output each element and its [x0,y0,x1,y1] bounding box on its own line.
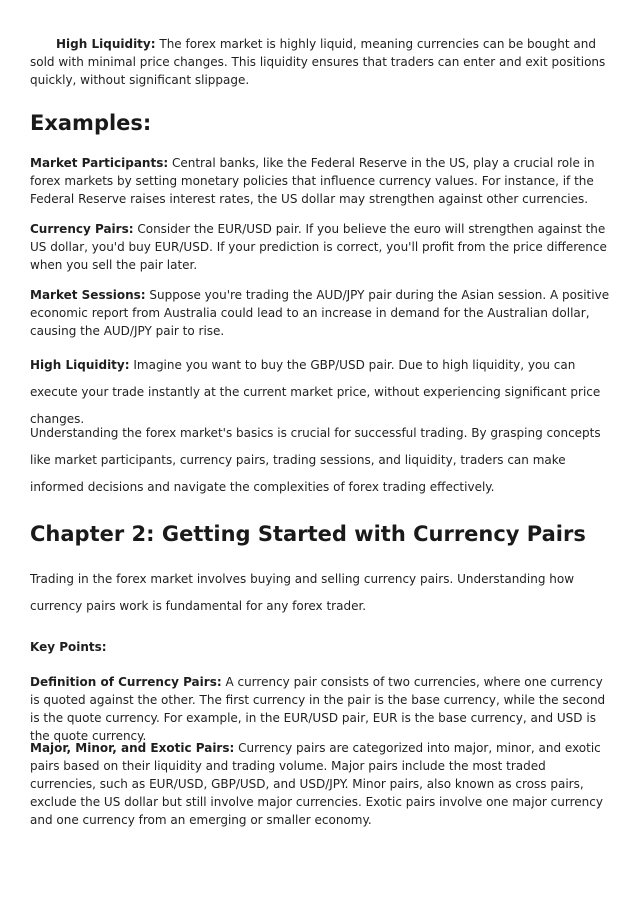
key-point-text: A currency pair consists of two currencies, where one currency is quoted against the other. The first currency in the pair is the base currency, while the second is the quote currency. For example, in the EUR/USD pair, EUR is the base currency, and USD is the quote currency. [30,675,606,743]
key-point-label: Major, Minor, and Exotic Pairs: [30,741,235,755]
example-paragraph-market-participants [30,154,610,208]
example-paragraph-market-sessions [30,286,610,340]
example-text: Central banks, like the Federal Reserve in the US, play a crucial role in forex markets by setting monetary policies that influence currency values. For instance, if the Federal Reserve raises interest rates, the US dollar may strengthen against other currencies. [30,156,595,206]
key-point-definition [30,673,610,745]
key-point-pair-types [30,739,610,829]
key-points-label: Key Points: [30,640,107,654]
example-label: High Liquidity: [30,358,130,372]
intro-paragraph [30,35,610,89]
example-label: Currency Pairs: [30,222,134,236]
key-point-label: Definition of Currency Pairs: [30,675,222,689]
intro-label: High Liquidity: [56,37,156,51]
summary-paragraph: Understanding the forex market's basics is crucial for successful trading. By grasping concepts like market participants, currency pairs, trading sessions, and liquidity, traders can make informed decisions and navigate the complexities of forex trading effectively. [30,426,601,494]
examples-heading: Examples: [30,111,152,135]
intro-text: The forex market is highly liquid, meaning currencies can be bought and sold with minimal price changes. This liquidity ensures that traders can enter and exit positions quickly, without significant slippage. [30,37,606,87]
example-text: Suppose you're trading the AUD/JPY pair during the Asian session. A positive economic report from Australia could lead to an increase in demand for the Australian dollar, causing the AUD/JPY pair to rise. [30,288,610,338]
key-point-text: Currency pairs are categorized into major, minor, and exotic pairs based on their liquidity and trading volume. Major pairs include the most traded currencies, such as EUR/USD, GBP/USD, and USD/JPY. Minor pairs, also known as cross pairs, exclude the US dollar but still involve major currencies. Exotic pairs involve one major currency and one currency from an emerging or smaller economy. [30,741,603,827]
chapter-intro-paragraph: Trading in the forex market involves buying and selling currency pairs. Understanding how currency pairs work is fundamental for any forex trader. [30,572,575,613]
chapter-heading: Chapter 2: Getting Started with Currency Pairs [30,522,586,546]
example-label: Market Participants: [30,156,169,170]
example-text: Imagine you want to buy the GBP/USD pair. Due to high liquidity, you can execute your trade instantly at the current market price, without experiencing significant price changes. [30,358,601,426]
example-label: Market Sessions: [30,288,146,302]
example-text: Consider the EUR/USD pair. If you believe the euro will strengthen against the US dollar, you'd buy EUR/USD. If your prediction is correct, you'll profit from the price difference when you sell the pair later. [30,222,607,272]
example-paragraph-currency-pairs [30,220,610,274]
